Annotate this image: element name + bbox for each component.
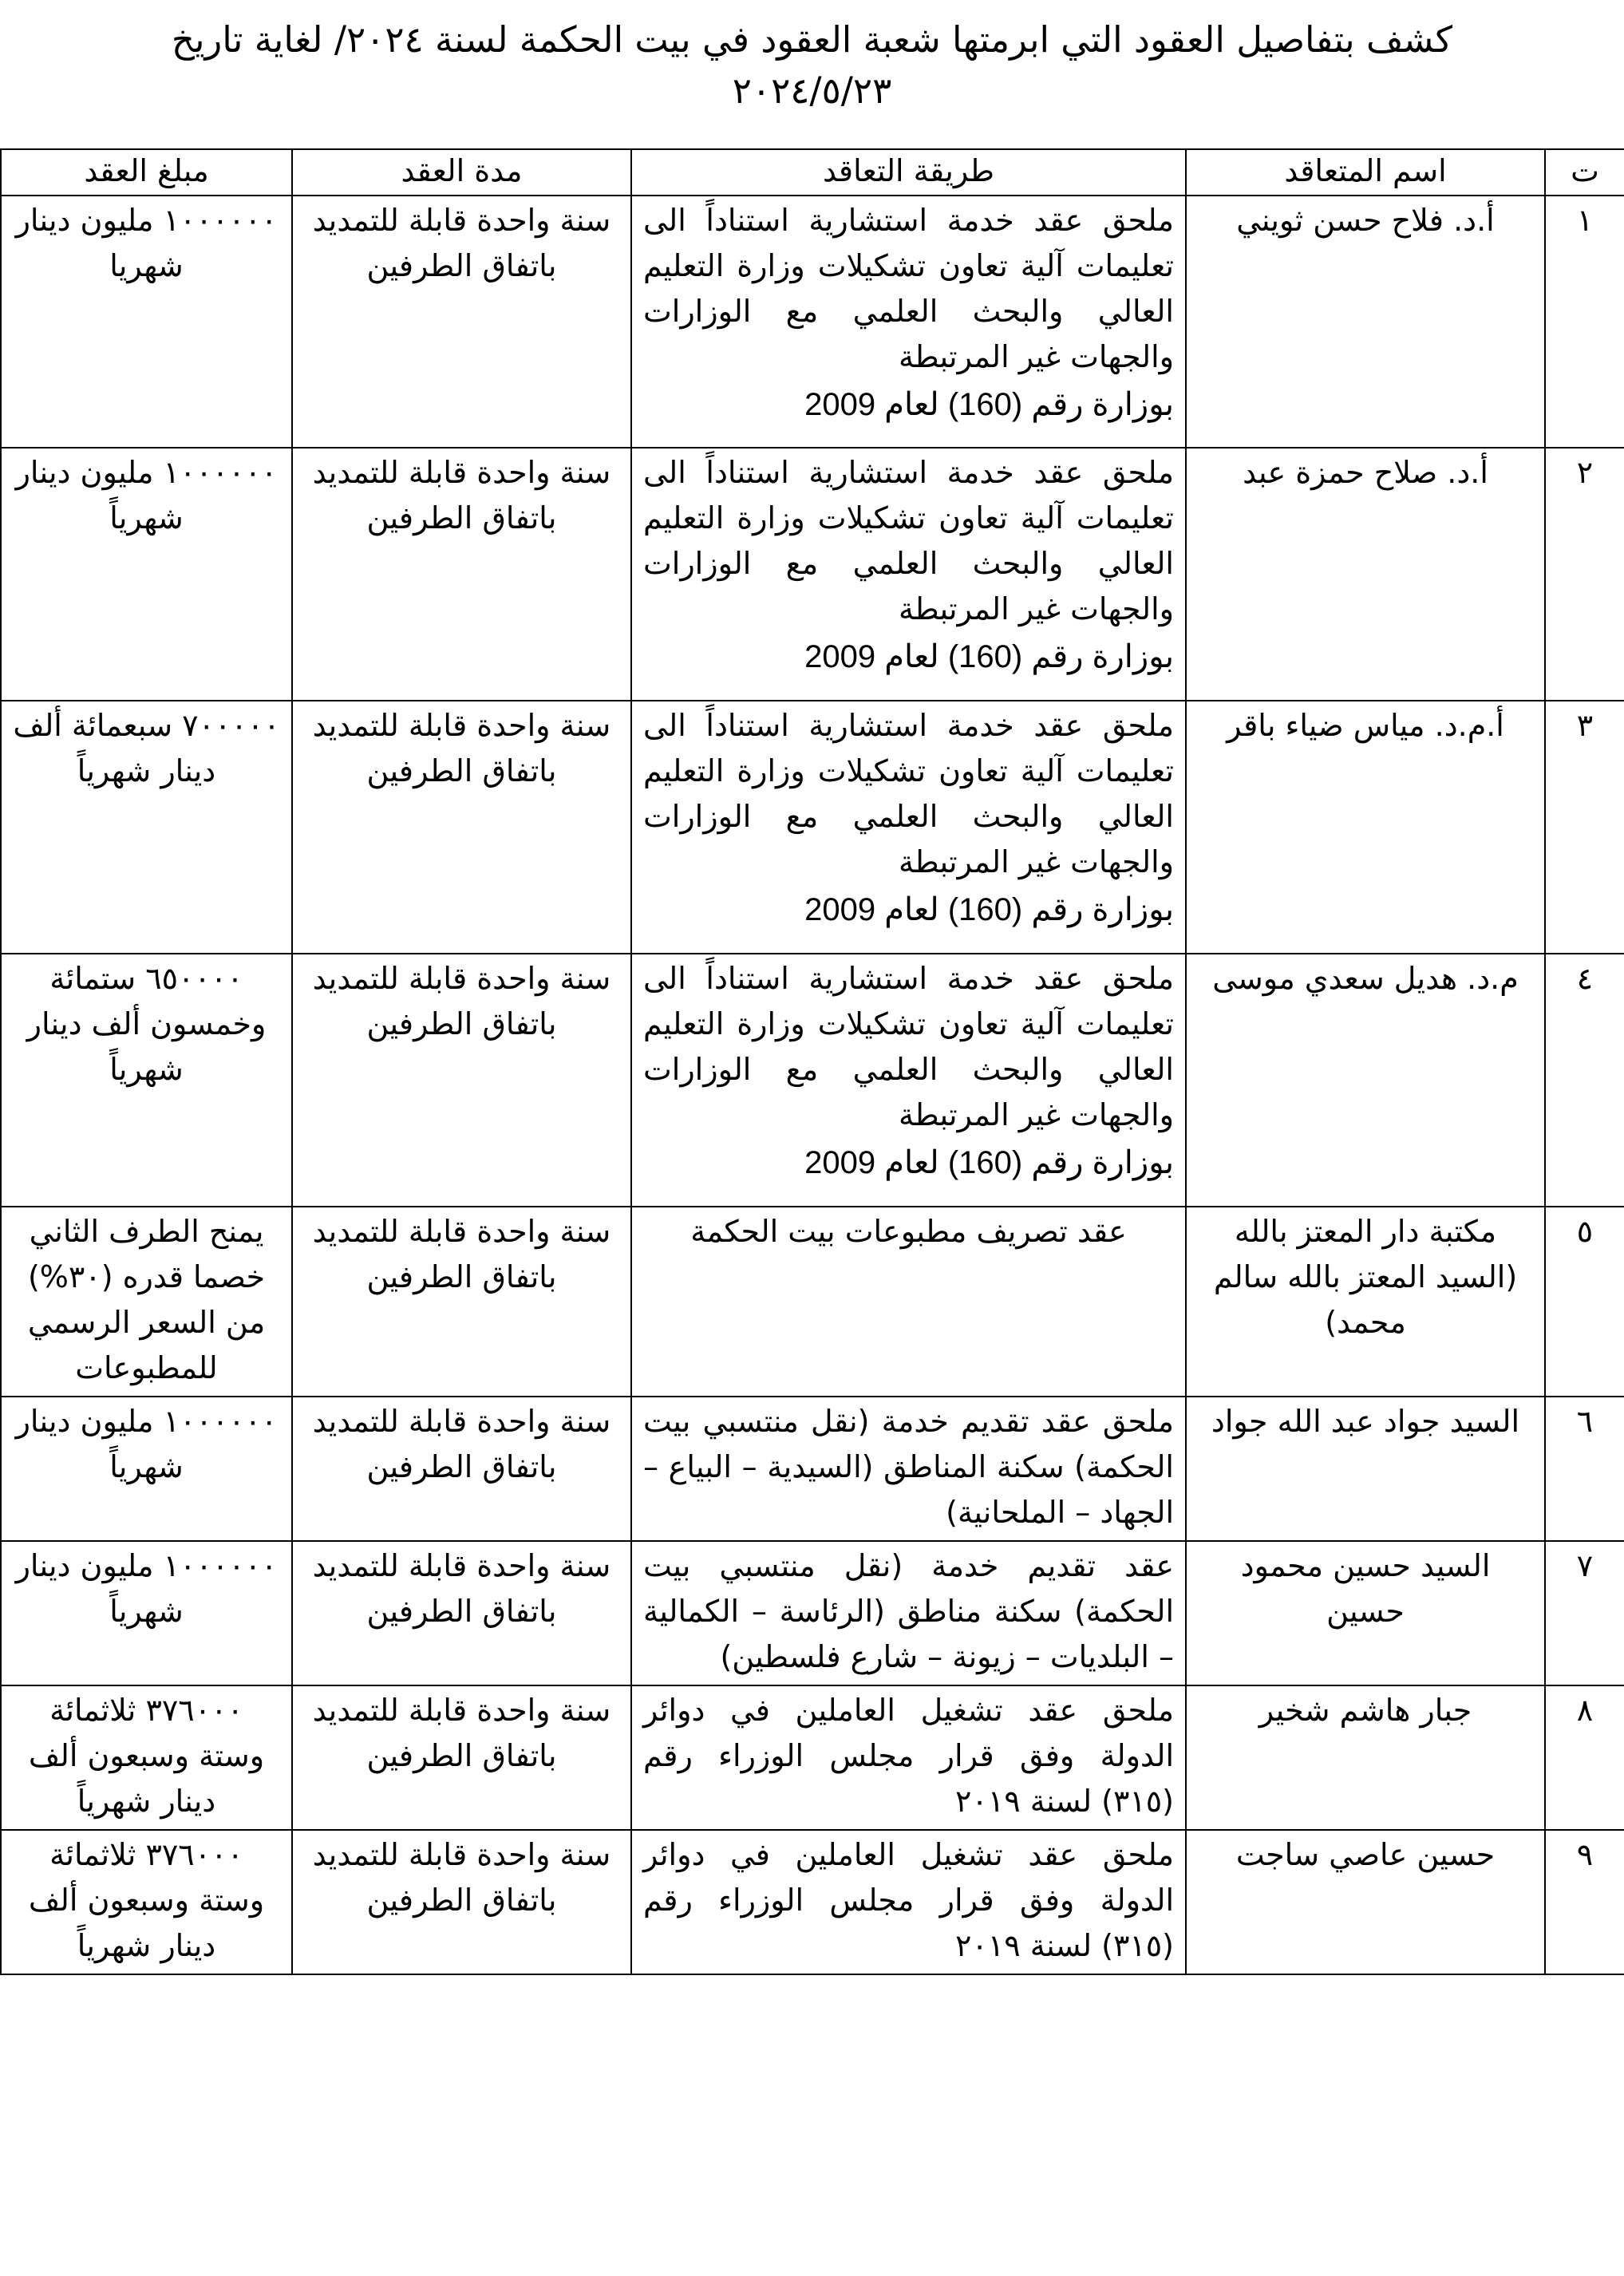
- row-number: ٢: [1545, 448, 1624, 701]
- contractor-name: مكتبة دار المعتز بالله (السيد المعتز بالله سالم محمد): [1186, 1207, 1545, 1397]
- contract-amount: ٦٥٠٠٠٠ ستمائة وخمسون ألف دينار شهرياً: [1, 954, 292, 1207]
- table-row: [1, 1685, 1624, 1830]
- contract-amount: ١٠٠٠٠٠٠ مليون دينار شهريا: [1, 196, 292, 448]
- contract-method: [631, 1207, 1186, 1397]
- contract-method: [631, 1685, 1186, 1830]
- method-text: ملحق عقد تشغيل العاملين في دوائر الدولة وفق قرار مجلس الوزراء رقم (٣١٥) لسنة ٢٠١٩: [643, 1837, 1174, 1963]
- table-row: [1, 448, 1624, 701]
- method-reference: بوزارة رقم (160) لعام 2009: [804, 639, 1174, 674]
- header-duration: مدة العقد: [292, 149, 631, 196]
- header-method: طريقة التعاقد: [631, 149, 1186, 196]
- contract-method: [631, 701, 1186, 954]
- row-number: ٩: [1545, 1830, 1624, 1974]
- contract-amount: ٣٧٦٠٠٠ ثلاثمائة وستة وسبعون ألف دينار شهرياً: [1, 1685, 292, 1830]
- table-row: [1, 1207, 1624, 1397]
- method-reference: بوزارة رقم (160) لعام 2009: [804, 387, 1174, 422]
- contractor-name: م.د. هديل سعدي موسى: [1186, 954, 1545, 1207]
- row-number: ٥: [1545, 1207, 1624, 1397]
- contract-duration: سنة واحدة قابلة للتمديد باتفاق الطرفين: [292, 1830, 631, 1974]
- contractor-name: أ.م.د. مياس ضياء باقر: [1186, 701, 1545, 954]
- method-text: ملحق عقد تقديم خدمة (نقل منتسبي بيت الحكمة) سكنة المناطق (السيدية – البياع – الجهاد – الملحانية): [643, 1404, 1174, 1530]
- table-row: [1, 701, 1624, 954]
- table-row: [1, 196, 1624, 448]
- method-text: ملحق عقد خدمة استشارية استناداً الى تعليمات آلية تعاون تشكيلات وزارة التعليم العالي والبحث العلمي مع الوزارات والجهات غير المرتبطة: [643, 455, 1174, 626]
- row-number: ٧: [1545, 1541, 1624, 1685]
- contract-duration: سنة واحدة قابلة للتمديد باتفاق الطرفين: [292, 1541, 631, 1685]
- contract-duration: سنة واحدة قابلة للتمديد باتفاق الطرفين: [292, 1397, 631, 1541]
- contractor-name: حسين عاصي ساجت: [1186, 1830, 1545, 1974]
- contract-duration: سنة واحدة قابلة للتمديد باتفاق الطرفين: [292, 1685, 631, 1830]
- contract-duration: سنة واحدة قابلة للتمديد باتفاق الطرفين: [292, 701, 631, 954]
- contract-amount: ١٠٠٠٠٠٠ مليون دينار شهرياً: [1, 1541, 292, 1685]
- contract-amount: يمنح الطرف الثاني خصما قدره (٣٠%) من السعر الرسمي للمطبوعات: [1, 1207, 292, 1397]
- table-body: [1, 196, 1624, 1974]
- table-row: [1, 1541, 1624, 1685]
- header-row: [1, 149, 1624, 196]
- method-text: ملحق عقد خدمة استشارية استناداً الى تعليمات آلية تعاون تشكيلات وزارة التعليم العالي والبحث العلمي مع الوزارات والجهات غير المرتبطة: [643, 708, 1174, 879]
- contract-method: [631, 1541, 1186, 1685]
- row-number: ١: [1545, 196, 1624, 448]
- contract-duration: سنة واحدة قابلة للتمديد باتفاق الطرفين: [292, 196, 631, 448]
- contractor-name: السيد جواد عبد الله جواد: [1186, 1397, 1545, 1541]
- row-number: ٣: [1545, 701, 1624, 954]
- row-number: ٨: [1545, 1685, 1624, 1830]
- contract-method: [631, 1397, 1186, 1541]
- method-text: ملحق عقد تشغيل العاملين في دوائر الدولة وفق قرار مجلس الوزراء رقم (٣١٥) لسنة ٢٠١٩: [643, 1693, 1174, 1819]
- method-text: ملحق عقد خدمة استشارية استناداً الى تعليمات آلية تعاون تشكيلات وزارة التعليم العالي والبحث العلمي مع الوزارات والجهات غير المرتبطة: [643, 961, 1174, 1132]
- contractor-name: أ.د. فلاح حسن ثويني: [1186, 196, 1545, 448]
- method-text: عقد تقديم خدمة (نقل منتسبي بيت الحكمة) سكنة مناطق (الرئاسة – الكمالية – البلديات – زيونة – شارع فلسطين): [643, 1548, 1174, 1674]
- method-reference: بوزارة رقم (160) لعام 2009: [804, 1145, 1174, 1180]
- row-number: ٦: [1545, 1397, 1624, 1541]
- contract-method: [631, 448, 1186, 701]
- contract-amount: ١٠٠٠٠٠٠ مليون دينار شهرياً: [1, 1397, 292, 1541]
- header-contractor: اسم المتعاقد: [1186, 149, 1545, 196]
- row-number: ٤: [1545, 954, 1624, 1207]
- contract-amount: ٧٠٠٠٠٠ سبعمائة ألف دينار شهرياً: [1, 701, 292, 954]
- contract-duration: سنة واحدة قابلة للتمديد باتفاق الطرفين: [292, 448, 631, 701]
- contract-duration: سنة واحدة قابلة للتمديد باتفاق الطرفين: [292, 1207, 631, 1397]
- contract-method: [631, 1830, 1186, 1974]
- method-reference: بوزارة رقم (160) لعام 2009: [804, 892, 1174, 927]
- document-title: [120, 14, 1504, 117]
- header-number: ت: [1545, 149, 1624, 196]
- contract-method: [631, 196, 1186, 448]
- contractor-name: أ.د. صلاح حمزة عبد: [1186, 448, 1545, 701]
- method-text: عقد تصريف مطبوعات بيت الحكمة: [690, 1214, 1127, 1249]
- contract-amount: ٣٧٦٠٠٠ ثلاثمائة وستة وسبعون ألف دينار شهرياً: [1, 1830, 292, 1974]
- contract-duration: سنة واحدة قابلة للتمديد باتفاق الطرفين: [292, 954, 631, 1207]
- method-text: ملحق عقد خدمة استشارية استناداً الى تعليمات آلية تعاون تشكيلات وزارة التعليم العالي والبحث العلمي مع الوزارات والجهات غير المرتبطة: [643, 203, 1174, 374]
- header-amount: مبلغ العقد: [1, 149, 292, 196]
- table-row: [1, 1830, 1624, 1974]
- table-header: [1, 149, 1624, 196]
- contractor-name: السيد حسين محمود حسين: [1186, 1541, 1545, 1685]
- title-line-1: كشف بتفاصيل العقود التي ابرمتها شعبة العقود في بيت الحكمة لسنة ٢٠٢٤/ لغاية تاريخ: [171, 18, 1453, 61]
- table-row: [1, 1397, 1624, 1541]
- contract-amount: ١٠٠٠٠٠٠ مليون دينار شهرياً: [1, 448, 292, 701]
- contractor-name: جبار هاشم شخير: [1186, 1685, 1545, 1830]
- contracts-table: [0, 148, 1624, 1975]
- table-row: [1, 954, 1624, 1207]
- title-line-2: ٢٠٢٤/٥/٢٣: [732, 69, 892, 112]
- contract-method: [631, 954, 1186, 1207]
